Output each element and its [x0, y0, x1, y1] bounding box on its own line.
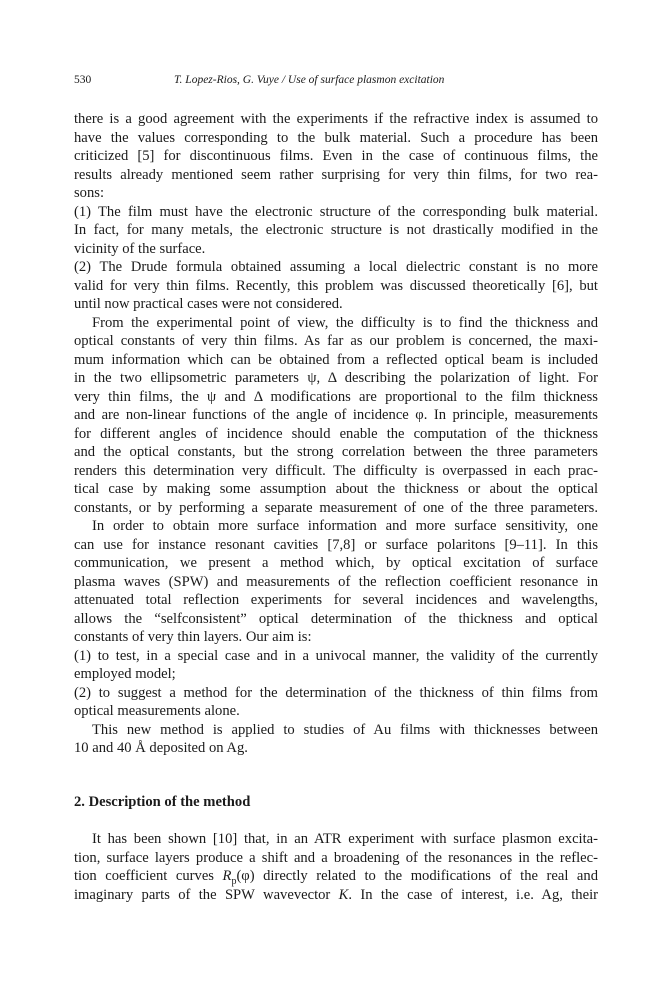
section-heading: 2. Description of the method	[74, 794, 251, 810]
paragraph-start: It has been shown [10] that, in an ATR experiment with surface plasmon excita-	[92, 831, 598, 847]
text-line: employed model;	[74, 666, 176, 682]
text-line: plasma waves (SPW) and measurements of the reflection coefficient resonance in	[74, 573, 598, 590]
text-line: constants of very thin layers. Our aim is:	[74, 629, 312, 645]
text-line: allows the “selfconsistent” optical determination of the thickness and optical	[74, 610, 598, 627]
text-line: optical constants of very thin films. As far as our problem is concerned, the maxi-	[74, 333, 598, 349]
text-line: 10 and 40 Å deposited on Ag.	[74, 740, 248, 756]
text-line: in the two ellipsometric parameters ψ, Δ describing the polarization of light. For	[74, 370, 598, 386]
text-line: criticized [5] for discontinuous films. Even in the case of continuous films, the	[74, 148, 598, 164]
text-line: attenuated total reflection experiments for several incidences and wavelengths,	[74, 592, 598, 608]
text-line: and are non-linear functions of the angle of incidence φ. In principle, measurements	[74, 407, 598, 423]
text-fragment: . In the case of interest, i.e. Ag, their	[348, 886, 598, 903]
text-line: sons:	[74, 185, 105, 201]
text-line: have the values corresponding to the bulk material. Such a procedure has been	[74, 129, 598, 146]
math-subscript-p: p	[231, 875, 237, 887]
running-title: T. Lopez-Rios, G. Vuye / Use of surface plasmon excitation	[174, 74, 445, 86]
text-line: tion, surface layers produce a shift and a broadening of the resonances in the reflec-	[74, 849, 598, 866]
running-head	[74, 72, 598, 88]
text-line	[74, 886, 598, 904]
list-item-2: (2) The Drude formula obtained assuming a local dielectric constant is no more	[74, 259, 598, 275]
text-line: and the optical constants, but the strong correlation between the three parameters	[74, 444, 598, 460]
text-line: communication, we present a method which, by optical excitation of surface	[74, 555, 598, 571]
text-line: for different angles of incidence should enable the computation of the thickness	[74, 425, 598, 442]
paragraph-start: This new method is applied to studies of Au films with thicknesses between	[92, 721, 598, 738]
text-fragment: imaginary parts of the SPW wavevector	[74, 886, 339, 903]
text-fragment: tion coefficient curves	[74, 868, 223, 884]
list-item-1: (1) The film must have the electronic structure of the corresponding bulk material.	[74, 203, 598, 220]
text-line: optical measurements alone.	[74, 703, 240, 719]
text-line: valid for very thin films. Recently, this problem was discussed theoretically [6], but	[74, 277, 598, 294]
text-line: can use for instance resonant cavities [7,8] or surface polaritons [9–11]. In this	[74, 536, 598, 553]
text-line: results already mentioned seem rather surprising for very thin films, for two rea-	[74, 166, 598, 183]
text-line: mum information which can be obtained from a reflected optical beam is included	[74, 351, 598, 368]
text-line	[74, 867, 598, 885]
page-number: 530	[74, 74, 92, 86]
text-line: tical case by making some assumption about the thickness or about the optical	[74, 481, 598, 497]
paragraph-start: From the experimental point of view, the difficulty is to find the thickness and	[92, 314, 598, 331]
text-fragment: (φ) directly related to the modifications of the real and	[236, 868, 599, 884]
math-symbol-K: K	[338, 886, 349, 903]
text-line: renders this determination very difficult. The difficulty is overpassed in each prac-	[74, 462, 598, 479]
aim-item-2: (2) to suggest a method for the determination of the thickness of thin films from	[74, 684, 598, 701]
text-line: vicinity of the surface.	[74, 240, 206, 257]
text-line: In fact, for many metals, the electronic structure is not drastically modified in the	[74, 222, 598, 238]
paragraph-start: In order to obtain more surface information and more surface sensitivity, one	[92, 518, 598, 534]
math-symbol-R: R	[222, 868, 232, 884]
text-line: there is a good agreement with the experiments if the refractive index is assumed to	[74, 111, 598, 127]
aim-item-1: (1) to test, in a special case and in a univocal manner, the validity of the currently	[74, 647, 598, 664]
text-line: constants, or by performing a separate measurement of one of the three parameters.	[74, 499, 598, 516]
text-line: until now practical cases were not considered.	[74, 296, 343, 312]
text-line: very thin films, the ψ and Δ modifications are proportional to the film thickness	[74, 388, 598, 405]
